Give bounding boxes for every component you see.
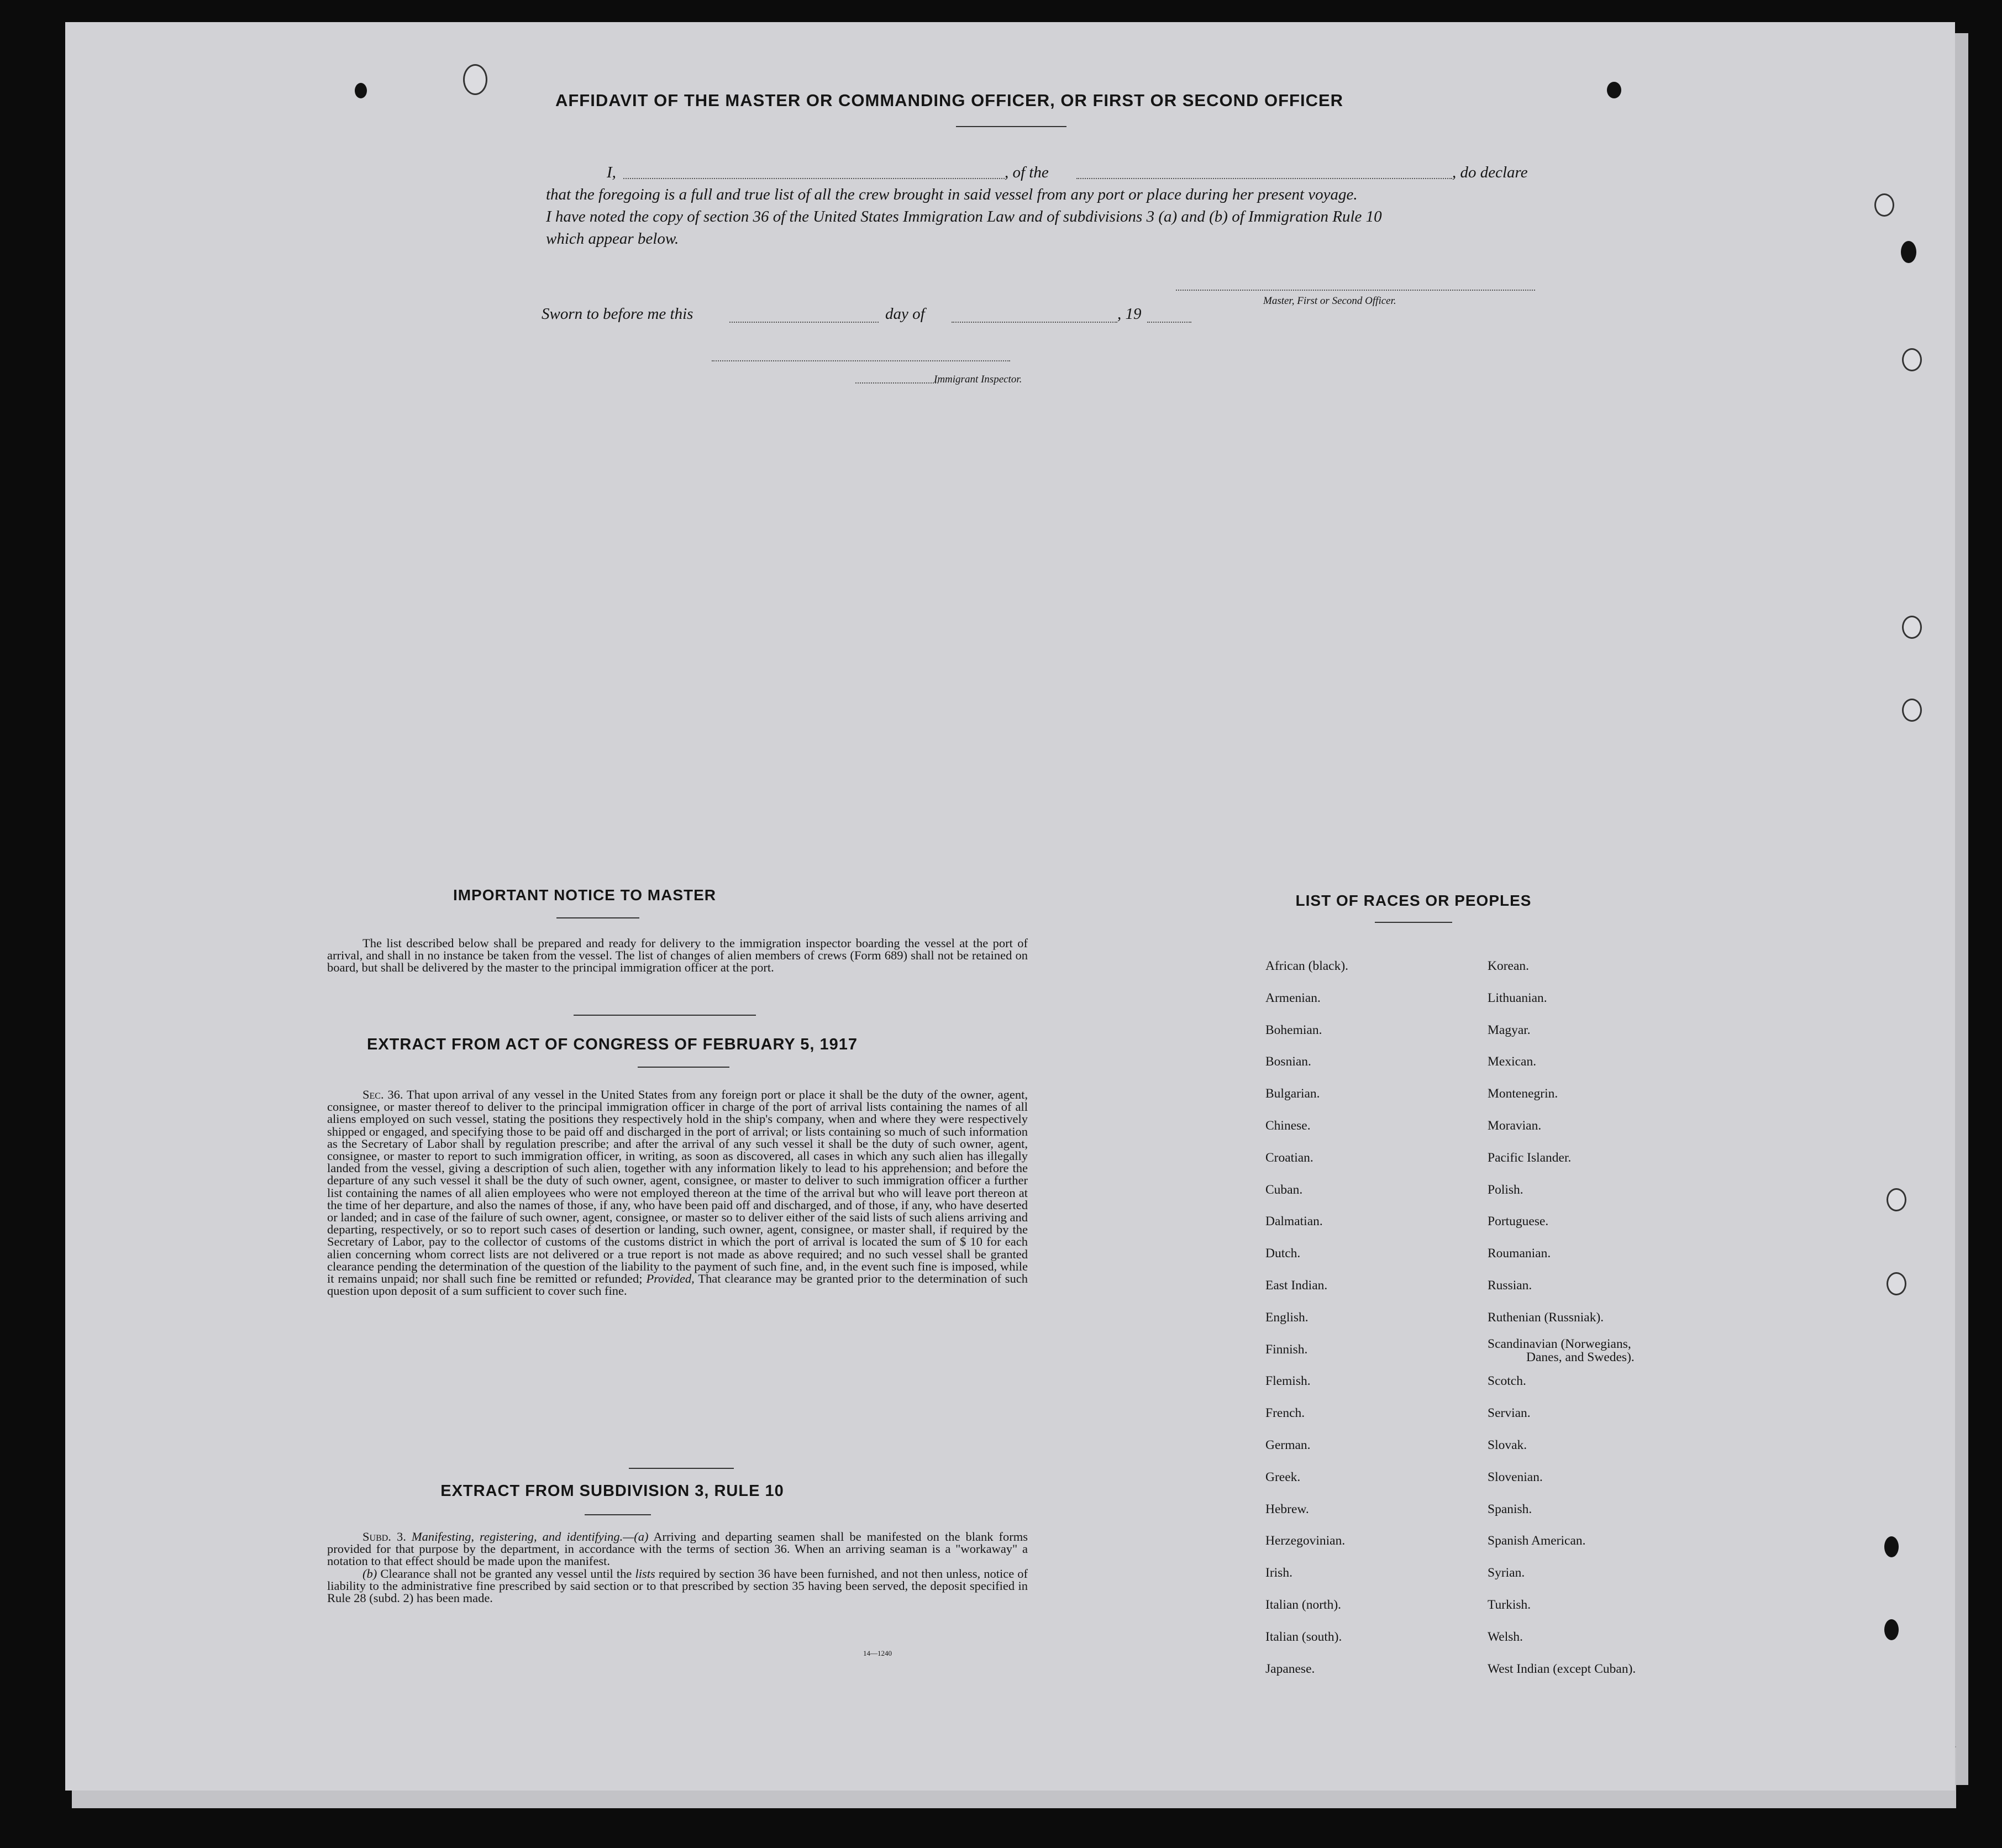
sworn-day-of: day of — [885, 305, 925, 323]
binder-punch — [1901, 241, 1916, 263]
rule10-subd-label: Subd. 3. — [362, 1530, 406, 1544]
race-item: Russian. — [1488, 1278, 1532, 1293]
race-item: Hebrew. — [1265, 1502, 1309, 1516]
act-text — [327, 1089, 1028, 1297]
binder-punch — [1884, 1619, 1899, 1640]
race-item: Welsh. — [1488, 1629, 1523, 1644]
affidavit-of-the: , of the — [1005, 164, 1049, 181]
race-item: Spanish American. — [1488, 1534, 1586, 1548]
binder-hole — [463, 64, 487, 95]
binder-hole — [1887, 1272, 1906, 1295]
affidavit-title: AFFIDAVIT OF THE MASTER OR COMMANDING OFFICER, OR FIRST OR SECOND OFFICER — [555, 91, 1344, 110]
race-item: East Indian. — [1265, 1278, 1328, 1293]
race-item: Bosnian. — [1265, 1054, 1311, 1069]
rule10-subd-heading: Manifesting, registering, and identifying. — [411, 1530, 623, 1544]
race-item: Irish. — [1265, 1566, 1292, 1581]
sworn-year: , 19 — [1117, 305, 1142, 323]
race-item: Cuban. — [1265, 1182, 1303, 1197]
rule10-b-text-2: required by section 36 have been furnished, and not then unless, notice of liability to the administrative fine prescribed by said section or to that prescribed by section 35 having been served, the deposit specified in Rule 28 (subd. 2) has been made. — [327, 1566, 1028, 1605]
act-title: EXTRACT FROM ACT OF CONGRESS OF FEBRUARY 5, 1917 — [366, 1036, 858, 1053]
races-right-column — [1488, 951, 1636, 1685]
rule10-para-b — [327, 1568, 1028, 1605]
race-item: German. — [1265, 1437, 1311, 1452]
race-item: Bohemian. — [1265, 1022, 1322, 1037]
race-item: Italian (south). — [1265, 1629, 1342, 1644]
race-item: Croatian. — [1265, 1150, 1313, 1165]
race-item: Pacific Islander. — [1488, 1150, 1572, 1165]
sworn-prefix: Sworn to before me this — [542, 305, 693, 323]
race-item: Bulgarian. — [1265, 1086, 1320, 1101]
race-item: Turkish. — [1488, 1597, 1531, 1612]
race-item: Mexican. — [1488, 1054, 1537, 1069]
race-item: Italian (north). — [1265, 1597, 1342, 1612]
race-item: Slovenian. — [1488, 1469, 1543, 1484]
affidavit-line-4: which appear below. — [546, 230, 679, 248]
race-item: Servian. — [1488, 1406, 1531, 1421]
rule10-b-label: (b) — [362, 1566, 377, 1581]
binder-punch — [355, 83, 367, 98]
affidavit-line-1 — [546, 161, 1607, 183]
race-item: West Indian (except Cuban). — [1488, 1661, 1636, 1676]
races-title: LIST OF RACES OR PEOPLES — [1295, 892, 1532, 909]
race-item: Portuguese. — [1488, 1214, 1549, 1229]
rule10-text — [327, 1531, 1028, 1604]
inspector-label: Immigrant Inspector. — [934, 374, 1022, 385]
affidavit-declare: , do declare — [1452, 164, 1528, 181]
document-page — [65, 22, 1955, 1791]
rule10-a-label: —(a) — [623, 1530, 649, 1544]
race-item: Chinese. — [1265, 1118, 1311, 1133]
binder-hole — [1902, 699, 1922, 722]
binder-punch — [1607, 82, 1621, 98]
races-left-column — [1265, 951, 1348, 1685]
race-item: Flemish. — [1265, 1374, 1311, 1389]
affidavit-line-3: I have noted the copy of section 36 of the United States Immigration Law and of subdivisions 3 (a) and (b) of Immigration Rule 10 — [546, 208, 1382, 225]
section-divider-2 — [629, 1468, 734, 1469]
race-item: Armenian. — [1265, 990, 1321, 1005]
binder-hole — [1902, 348, 1922, 371]
rule10-rule — [585, 1514, 651, 1515]
race-item-continuation: Danes, and Swedes). — [1526, 1350, 1635, 1364]
race-item: Korean. — [1488, 959, 1530, 973]
race-item-line: Scandinavian (Norwegians, — [1488, 1336, 1631, 1351]
act-rule — [638, 1067, 729, 1068]
race-item: Greek. — [1265, 1469, 1301, 1484]
inspector-blank — [712, 360, 1010, 361]
race-item: Finnish. — [1265, 1342, 1308, 1357]
rule10-title: EXTRACT FROM SUBDIVISION 3, RULE 10 — [440, 1482, 784, 1500]
affidavit-body — [546, 161, 1607, 250]
rule10-para-a — [327, 1531, 1028, 1568]
race-item: Dalmatian. — [1265, 1214, 1323, 1229]
race-item: Roumanian. — [1488, 1246, 1551, 1261]
race-item: Dutch. — [1265, 1246, 1301, 1261]
race-item — [1488, 1334, 1636, 1366]
sworn-line — [542, 303, 1293, 325]
affidavit-i: I, — [607, 164, 616, 181]
rule10-a-text: Arriving and departing seamen shall be manifested on the blank forms provided for that purpose by the department, in accordance with the terms of section 36. When an arriving seaman is a "workaway" a notation to that effect should be made upon the manifest. — [327, 1530, 1028, 1568]
sworn-month-blank — [952, 322, 1117, 323]
affidavit-line-2: that the foregoing is a full and true list of all the crew brought in said vessel from any port or place during her present voyage. — [546, 186, 1358, 203]
race-item: English. — [1265, 1310, 1309, 1325]
race-item: Syrian. — [1488, 1566, 1525, 1581]
act-sec-label: Sec. 36. — [362, 1088, 403, 1101]
vessel-blank — [1076, 178, 1452, 179]
section-divider — [574, 1015, 756, 1016]
race-item: Montenegrin. — [1488, 1086, 1558, 1101]
binder-hole — [1902, 616, 1922, 639]
race-item: African (black). — [1265, 959, 1349, 973]
signature-label: Master, First or Second Officer. — [1263, 295, 1396, 307]
race-item: Herzegovinian. — [1265, 1534, 1346, 1548]
race-item: Ruthenian (Russniak). — [1488, 1310, 1604, 1325]
act-body-end: That clearance may be granted prior to the determination of such question upon deposit of a sum sufficient to cover such fine. — [327, 1272, 1028, 1298]
race-item: Japanese. — [1265, 1661, 1315, 1676]
signature-blank — [1176, 290, 1535, 291]
sworn-year-blank — [1147, 322, 1191, 323]
race-item: Spanish. — [1488, 1502, 1532, 1516]
title-rule — [956, 126, 1066, 127]
race-item: Slovak. — [1488, 1437, 1527, 1452]
race-item: Scotch. — [1488, 1374, 1526, 1389]
binder-punch — [1884, 1536, 1899, 1557]
act-body: That upon arrival of any vessel in the United States from any foreign port or place it shall be the duty of the owner, agent, consignee, or master thereof to deliver to the principal immigration officer in charge of the port of arrival lists containing the names of all aliens employed on such vessel, stating the positions they respectively hold in the ship's company, when and where they were respectively shipped or engaged, and specifying those to be paid off and discharged in the port of arrival; or lists containing so much of such information as the Secretary of Labor shall by regulation prescribe; and after the arrival of any such vessel it shall be the duty of such owner, agent, consignee, or master to report to such immigration officer, in writing, as soon as discovered, all cases in which any such alien has illegally landed from the vessel, giving a description of such alien, together with any information likely to lead to his apprehension; and before the departure of any such vessel it shall be the duty of such owner, agent, consignee, or master to deliver to such immigration officer a further list containing the names of all alien employees who were not employed thereon at the time of the arrival but who will leave port thereon at the time of her departure, and also the names of those, if any, who have been paid off and discharged, and of those, if any, who have deserted or landed; and in case of the failure of such owner, agent, consignee, or master so to deliver either of the said lists of such aliens arriving and departing, respectively, or so to report such cases of desertion or landing, such owner, agent, consignee, or master shall, if required by the Secretary of Labor, pay to the collector of customs of the customs district in which the port of arrival is located the sum of $ 10 for each alien concerning whom correct lists are not delivered or a true report is not made as above required; and no such vessel shall be granted clearance pending the determination of the question of the liability to the payment of such fine, and, in the event such fine is imposed, while it remains unpaid; nor shall such fine be remitted or refunded; — [327, 1088, 1028, 1286]
notice-text: The list described below shall be prepared and ready for delivery to the immigration inspector boarding the vessel at the port of arrival, and shall in no instance be taken from the vessel. The list of changes of alien members of crews (Form 689) shall not be retained on board, but shall be delivered by the master to the principal immigration officer at the port. — [327, 936, 1028, 975]
act-provided-label: Provided, — [646, 1272, 695, 1286]
race-item: French. — [1265, 1406, 1305, 1421]
race-item: Lithuanian. — [1488, 990, 1547, 1005]
notice-rule — [556, 917, 639, 918]
rule10-b-lists: lists — [635, 1566, 655, 1581]
binder-hole — [1887, 1188, 1906, 1211]
races-rule — [1375, 922, 1452, 923]
notice-title: IMPORTANT NOTICE TO MASTER — [453, 886, 717, 904]
rule10-b-text-1: Clearance shall not be granted any vessel until the — [380, 1566, 632, 1581]
form-number: 14—1240 — [863, 1649, 892, 1657]
binder-hole — [1874, 193, 1894, 217]
race-item: Magyar. — [1488, 1022, 1531, 1037]
sworn-day-blank — [729, 322, 879, 323]
name-blank — [623, 178, 1005, 179]
race-item: Moravian. — [1488, 1118, 1542, 1133]
inspector-blank-2 — [855, 382, 938, 384]
race-item: Polish. — [1488, 1182, 1523, 1197]
